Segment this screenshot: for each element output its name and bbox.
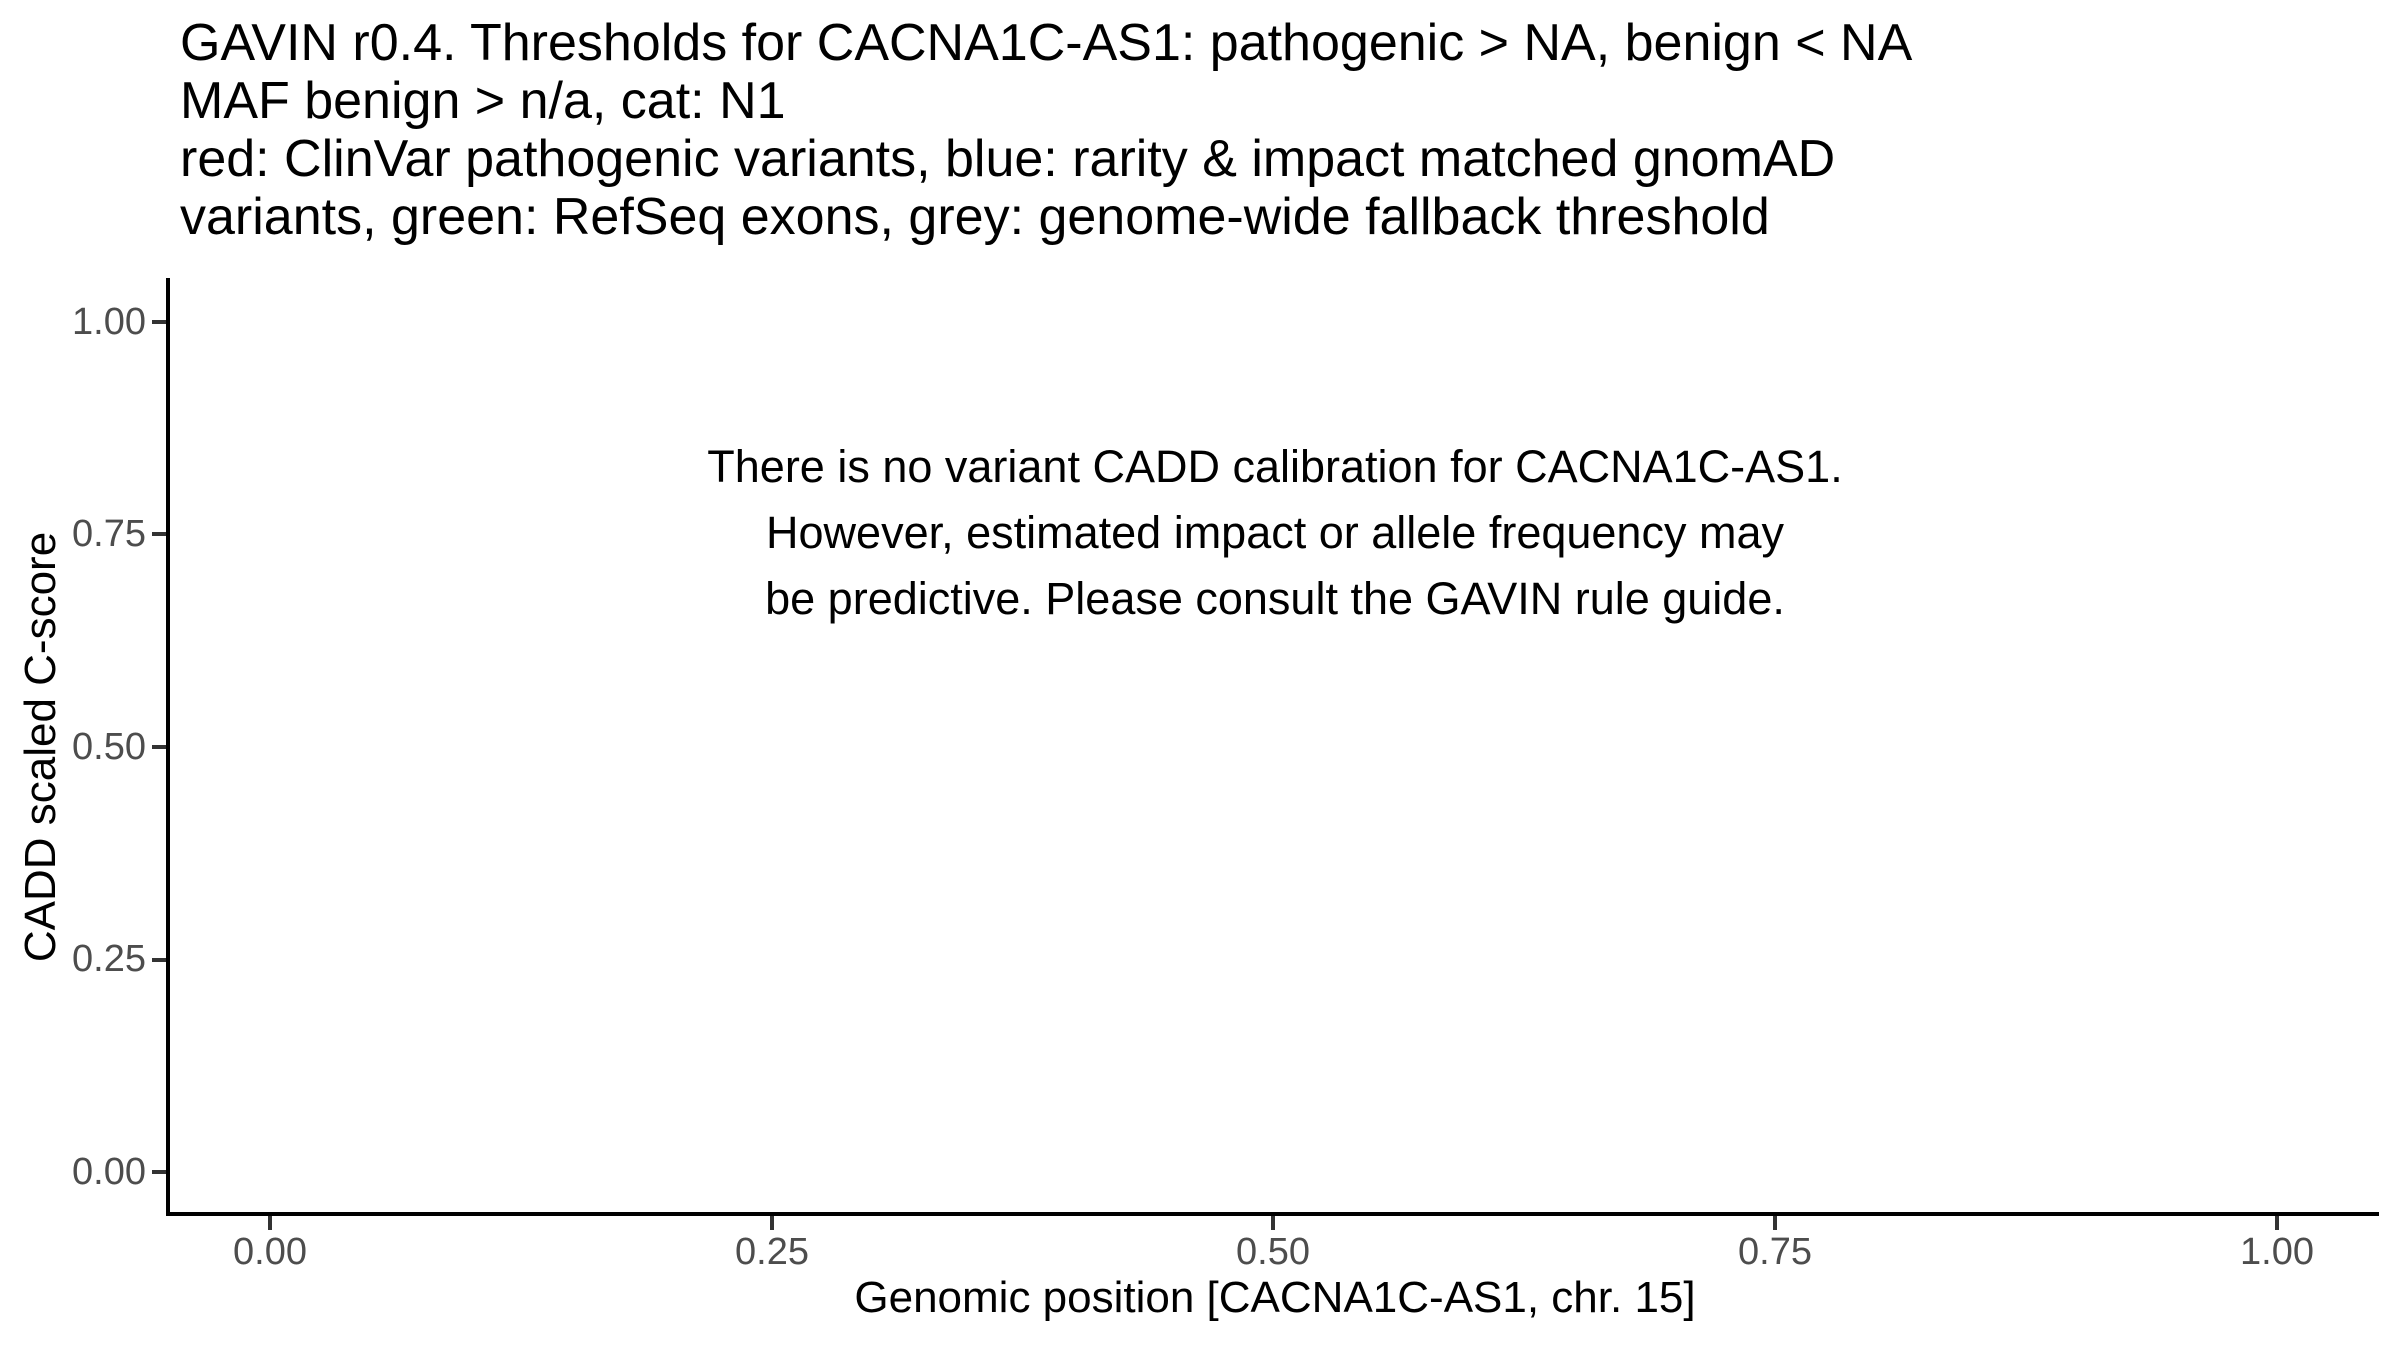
y-tick-label: 0.00 — [72, 1151, 146, 1193]
y-tick-mark — [152, 532, 166, 536]
y-axis-title: CADD scaled C-score — [16, 531, 65, 963]
x-tick-mark — [2275, 1216, 2279, 1230]
y-tick-label: 0.75 — [72, 513, 146, 555]
plot-title-line-2: MAF benign > n/a, cat: N1 — [180, 72, 786, 130]
x-tick-label: 0.50 — [1236, 1231, 1310, 1273]
x-tick-mark — [770, 1216, 774, 1230]
y-tick-mark — [152, 745, 166, 749]
x-tick-mark — [1271, 1216, 1275, 1230]
y-tick-mark — [152, 1170, 166, 1174]
x-tick-mark — [1773, 1216, 1777, 1230]
y-tick-mark — [152, 320, 166, 324]
plot-title-line-4: variants, green: RefSeq exons, grey: genome-wide fallback threshold — [180, 188, 1770, 246]
plot-title-line-3: red: ClinVar pathogenic variants, blue: rarity & impact matched gnomAD — [180, 130, 1836, 188]
y-tick-label: 0.50 — [72, 726, 146, 768]
x-tick-label: 1.00 — [2240, 1231, 2314, 1273]
y-tick-label: 1.00 — [72, 301, 146, 343]
no-calibration-annotation — [170, 434, 2380, 632]
annotation-line-2: However, estimated impact or allele frequency may — [766, 507, 1784, 558]
x-tick-label: 0.00 — [233, 1231, 307, 1273]
y-tick-label: 0.25 — [72, 938, 146, 980]
y-tick-mark — [152, 958, 166, 962]
plot-title — [180, 14, 1912, 246]
x-axis-title: Genomic position [CACNA1C-AS1, chr. 15] — [854, 1273, 1696, 1322]
annotation-line-3: be predictive. Please consult the GAVIN rule guide. — [765, 573, 1785, 624]
x-tick-mark — [268, 1216, 272, 1230]
x-tick-label: 0.25 — [735, 1231, 809, 1273]
x-tick-label: 0.75 — [1738, 1231, 1812, 1273]
plot-title-line-1: GAVIN r0.4. Thresholds for CACNA1C-AS1: pathogenic > NA, benign < NA — [180, 14, 1913, 72]
y-axis-line — [166, 278, 170, 1216]
annotation-line-1: There is no variant CADD calibration for CACNA1C-AS1. — [707, 441, 1843, 492]
